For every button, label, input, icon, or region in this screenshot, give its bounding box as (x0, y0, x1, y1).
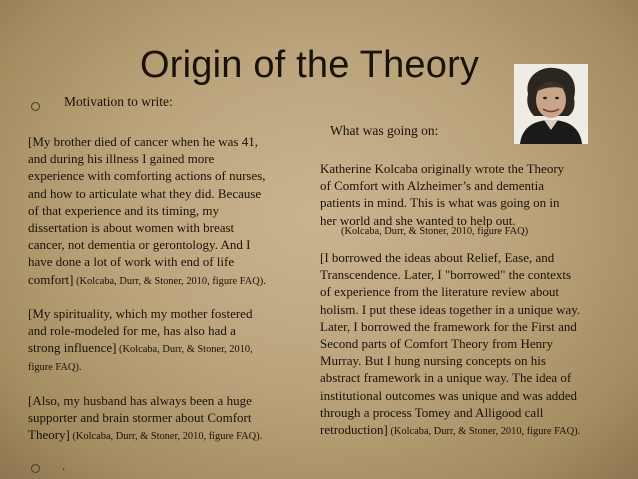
text-line: supporter and brain stormer about Comfort (28, 410, 252, 426)
text-line: institutional outcomes was unique and was added (320, 387, 578, 403)
text-line: and role-modeled for me, has also had a (28, 323, 236, 339)
text-line: her world and she wanted to help out. (320, 212, 516, 228)
left-heading: Motivation to write: (64, 94, 173, 109)
citation: (Kolcaba, Durr, & Stoner, 2010, figure FAQ). (69, 431, 263, 443)
text-line: holism. I put these ideas together in a unique way. (320, 301, 581, 317)
text-line-end: Theory] (28, 427, 70, 443)
text-line (28, 339, 253, 358)
text-line: experience with comforting actions of nurses, (28, 168, 266, 184)
text-line: Murray. But I hung nursing concepts on his (320, 353, 546, 369)
text-line: Second parts of Comfort Theory from Henry (320, 336, 553, 352)
right-paragraph-1 (320, 160, 564, 229)
text-line: and how to articulate what they did. Because (28, 185, 262, 201)
text-line: have done a lot of work with end of life (28, 254, 235, 270)
text-line: Transcendence. Later, I "borrowed" the contexts (320, 267, 572, 283)
portrait-photo-icon (514, 64, 588, 144)
bullet-icon (31, 102, 40, 111)
citation: (Kolcaba, Durr, & Stoner, 2010, figure FAQ). (73, 275, 266, 287)
text-line: of that experience and its timing, my (28, 202, 219, 218)
text-line: Katherine Kolcaba originally wrote the Theory (320, 161, 565, 176)
trailing-dot: . (62, 458, 66, 473)
right-paragraph-2 (320, 249, 580, 440)
citation: (Kolcaba, Durr, & Stoner, 2010, (116, 344, 253, 356)
text-line: [Also, my husband has always been a huge (28, 393, 252, 408)
text-line: of Comfort with Alzheimer’s and dementia (320, 178, 544, 194)
author-photo (514, 64, 588, 144)
text-line-end: strong influence] (28, 340, 117, 356)
text-line: abstract framework in a unique way. The idea of (320, 370, 572, 386)
text-line: [I borrowed the ideas about Relief, Ease, and (320, 250, 555, 265)
text-line: dissertation is about women with breast (28, 220, 235, 236)
text-line: patients in mind. This is what was going on in (320, 195, 560, 211)
citation-continued: figure FAQ). (28, 361, 82, 373)
left-paragraph-1 (28, 133, 266, 290)
text-line: and during his illness I gained more (28, 151, 215, 167)
citation: (Kolcaba, Durr, & Stoner, 2010, figure FAQ). (387, 426, 581, 438)
text-line-end: retroduction] (320, 422, 388, 438)
text-line (28, 426, 262, 445)
slide-title: Origin of the Theory (140, 44, 480, 86)
text-line-end: comfort] (28, 271, 74, 287)
citation: (Kolcaba, Durr, & Stoner, 2010, figure FAQ) (341, 226, 529, 237)
text-line: through a process Tomey and Alligood call (320, 404, 544, 420)
left-paragraph-3 (28, 392, 262, 446)
bullet-icon (31, 464, 40, 473)
text-line: [My brother died of cancer when he was 41, (28, 134, 258, 149)
text-line (28, 271, 266, 290)
text-line: of experience from the literature review about (320, 284, 559, 300)
text-line (320, 421, 580, 440)
text-line: cancer, not dementia or gerontology. And I (28, 237, 251, 253)
right-heading: What was going on: (330, 123, 439, 138)
left-paragraph-2 (28, 305, 253, 376)
text-line: Later, I borrowed the framework for the First and (320, 318, 577, 334)
text-line: [My spirituality, which my mother fostered (28, 306, 253, 321)
